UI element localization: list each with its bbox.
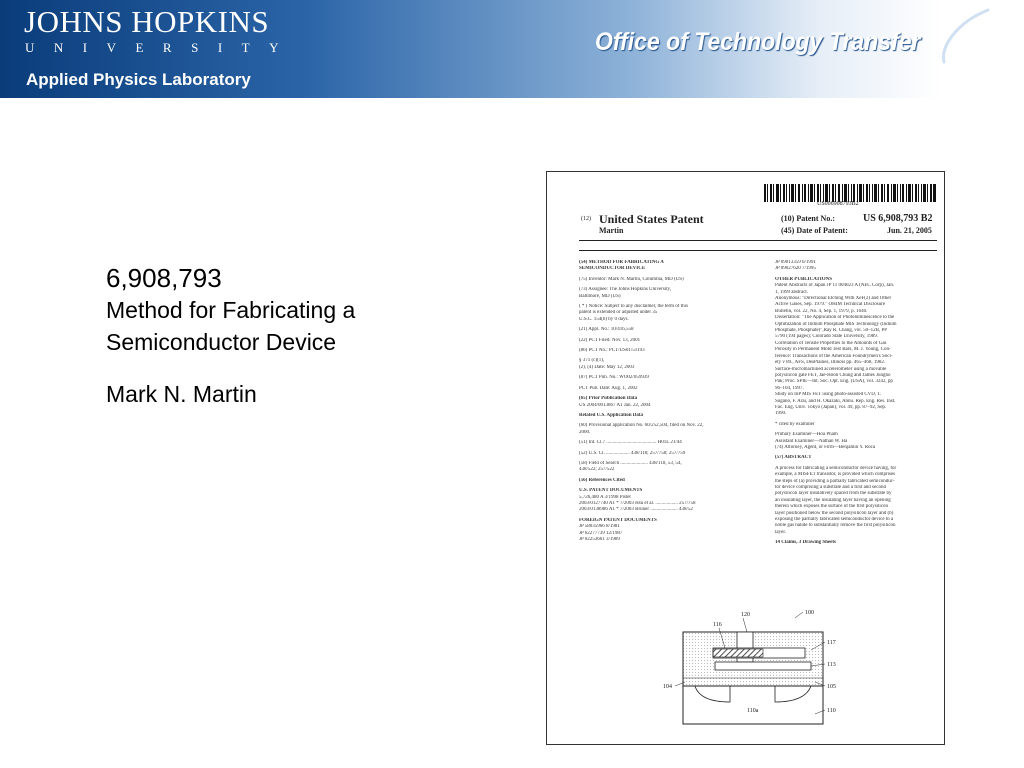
patent-text-line: U.S. PATENT DOCUMENTS (579, 488, 643, 494)
patent-text-line: A process for fabricating a semiconductor device having, for (775, 465, 897, 471)
patent-text-line: 1, 1999 abstract. (775, 289, 809, 295)
patent-text-line: (2), (4) Date: May 12, 2003 (579, 364, 635, 370)
patent-text-line: tor device comprising a substrate and a first and second (775, 485, 886, 490)
patent-text-line: Sugano, F. Arai, and H. Okazaki, Annu. Rep. Eng. Res. Inst. (775, 398, 896, 404)
patent-text-line: 96–104, 1997. (775, 385, 804, 391)
patent-text-line: polysilicon layer insulatively spaced from the substrate by (775, 491, 892, 497)
patent-text-line: (86) PCT No.: PCT/US01/51193 (579, 348, 645, 354)
university-name: JOHNS HOPKINS (24, 4, 270, 39)
patent-text-line: Primary Examiner—Hoa Pham (775, 432, 838, 438)
fig-label-120: 120 (741, 612, 750, 618)
patent-text-line: layer positioned below the second polysilicon layer and (b) (775, 510, 894, 516)
patent-text-line: * cited by examiner (775, 421, 815, 427)
patent-text-line: (65) Prior Publication Data (579, 396, 638, 402)
patent-text-line: FOREIGN PATENT DOCUMENTS (579, 517, 657, 523)
patent-text-line: Dissertation: "The Application of Photoluminescence to the (775, 315, 895, 321)
header-rule-2 (579, 250, 937, 251)
patent-figure-drawing (655, 602, 845, 732)
barcode-icon (764, 184, 936, 202)
office-title: Office of Technology Transfer (595, 28, 921, 56)
patent-text-line: Surface-micromachined accelerometer using a movable (775, 366, 887, 372)
inventor-name: Mark N. Martin (106, 381, 257, 407)
date-label: (45) Date of Patent: (781, 226, 848, 235)
patent-text-line: Active Gases, Sep. 1979." OHIM Technical Disclosure (775, 302, 886, 308)
patent-text-line: (56) References Cited (579, 477, 625, 483)
patent-text-line: PCT Pub. Date: Aug. 1, 2002 (579, 385, 638, 391)
patent-text-line: 14 Claims, 3 Drawing Sheets (775, 540, 836, 546)
patent-text-line: 2000. (579, 429, 591, 435)
patent-text-line: Phosphate, Phosphate)",Ray R. Chang, vol. 50–12B, PP (775, 328, 888, 334)
patent-text-line: JP 02253661 3/1989 (579, 537, 620, 542)
patent-text-line: § 371 (c)(1), (579, 358, 605, 364)
country-code: (12) (581, 216, 591, 222)
fig-label-117: 117 (827, 640, 836, 646)
slide-text-block (106, 262, 486, 410)
fig-label-110a: 110a (747, 708, 759, 714)
patent-text-line: the steps of (a) providing a partially fabricated semiconduc- (775, 478, 895, 484)
patent-doc-inventor: Martin (599, 226, 624, 235)
patent-front-page (546, 171, 945, 745)
patent-text-line: (73) Assignee: The Johns Hopkins University, (579, 287, 672, 293)
fig-label-113: 113 (827, 662, 836, 668)
patent-text-line: Anonymous: "Directional Etching With XeF(2) and Other (775, 296, 892, 302)
patent-text-line: SEMICONDUCTOR DEVICE (579, 266, 646, 272)
patent-title: Method for Fabricating a Semiconductor Device (106, 297, 356, 355)
patent-text-line: ( * ) Notice: Subject to any disclaimer, the term of this (579, 304, 688, 310)
patent-text-line: 5,726,480 A 3/1998 Pister (579, 494, 632, 500)
patent-text-line: (60) Provisional application No. 60/252,504, filed on Nov. 22, (579, 423, 704, 429)
patent-text-line: (51) Int. Cl.7 ........................................ H01L 21/44 (579, 440, 682, 446)
patent-text-line: 5790 (194 pages); Colorado State University, 1989. (775, 334, 878, 340)
patent-text-line: (58) Field of Search ...................... 438/118, 53, 54, (579, 460, 682, 466)
patent-text-line: Bulletin, vol. 22, No. 4, Sep. 1, 1979, p. 1640. (775, 308, 868, 314)
patent-text-line: (21) Appl. No.: 10/416,558 (579, 327, 634, 333)
patent-text-line: JP 58035966 8/1981 (579, 524, 620, 530)
patent-text-line: Study on InP MIS FET using photo-assisted CVD, T. (775, 392, 882, 398)
patent-no-label: (10) Patent No.: (781, 214, 835, 223)
patent-text-line: ety v 89., AFS, DesPlaines, Illinois pp. 465–468, 1982. (775, 360, 886, 366)
patent-text-line: Pak; Proc. SPIE—Int. Soc. Opt. Eng. (USA), vol. 3242, pp (775, 379, 893, 385)
patent-text-line: example, a MISFET transistor, is provided which comprises (775, 472, 896, 478)
patent-text-line: Assistant Examiner—Nathan W. Ha (775, 438, 848, 444)
fig-label-116: 116 (713, 622, 722, 628)
patent-text-line: noble gas halide to substantially remove the first polysilicon (775, 523, 896, 529)
patent-text-line: 438/522; 257/522 (579, 467, 615, 473)
patent-text-line: (74) Attorney, Agent, or Firm—Benjamin Y. Roca (775, 444, 876, 450)
patent-text-line: Fac. Eng. Univ. Tokyo (Japan), vol. 49, pp. 87–92, Sep. (775, 404, 887, 410)
patent-no-value: US 6,908,793 B2 (863, 213, 933, 224)
patent-text-line: OTHER PUBLICATIONS (775, 276, 833, 282)
patent-text-line: (87) PCT Pub. No.: WO02/059939 (579, 375, 649, 381)
patent-text-line: exposing the partially fabricated semiconductor device to a (775, 517, 894, 523)
barcode-number: US006908793B2 (817, 201, 859, 207)
patent-left-column (579, 260, 769, 543)
patent-text-line: therein which exposes the surface of the first polysilicon (775, 504, 889, 510)
lab-name: Applied Physics Laboratory (26, 70, 251, 89)
patent-text-line: 2003/0138986 A1 * 7/2003 Bruner ...................... 438/52 (579, 507, 693, 513)
ott-swoosh-logo-icon (936, 6, 1022, 92)
patent-text-line: polysilicon gate FET, Jae-Hoon Chung and James Jungho (775, 372, 891, 378)
patent-text-line: Porosity in Permanent Mold Test Bars, M. J. Young, Con- (775, 347, 891, 353)
patent-text-line: (75) Inventor: Mark N. Martin, Columbia, MD (US) (579, 276, 684, 282)
patent-text-line: Patent Abstracts of Japan JP 11 004023 A (NEC Corp), Jan. (775, 283, 895, 289)
patent-text-line: JP 62277739 12/1987 (579, 530, 623, 536)
patent-text-line: layer. (775, 529, 786, 535)
date-value: Jun. 21, 2005 (887, 226, 932, 235)
patent-text-line: JP 09013359 6/1991 (775, 260, 816, 265)
patent-text-line: U.S.C. 154(b) by 0 days. (579, 316, 629, 322)
patent-text-line: 2003/0127740 A1 * 7/2003 Hsu et al. .................. 257/758 (579, 500, 696, 506)
header-rule (579, 240, 937, 241)
fig-label-110: 110 (827, 708, 836, 714)
patent-doc-title: United States Patent (599, 212, 704, 226)
patent-text-line: Related U.S. Application Data (579, 412, 644, 418)
patent-text-line: Correlation of Tensile Properties to the Amounts of Gas (775, 340, 887, 346)
fig-label-104: 104 (663, 684, 672, 690)
header-banner (0, 0, 1024, 98)
patent-number: 6,908,793 (106, 263, 222, 293)
patent-text-line: Baltimore, MD (US) (579, 293, 621, 299)
patent-text-line: (52) U.S. Cl. ................... 438/118; 257/758; 257/759 (579, 450, 686, 456)
patent-text-line: (22) PCT Filed: Nov. 13, 2001 (579, 337, 641, 343)
patent-text-line: an insulating layer, the insulating layer having an opening (775, 497, 891, 503)
patent-text-line: 1990. (775, 411, 787, 417)
patent-text-line: ference: Transactions of the American Foundrymen's Soci- (775, 353, 893, 359)
patent-text-line: (57) ABSTRACT (775, 455, 812, 461)
patent-text-line: JP 09027620 7/1995 (775, 266, 816, 272)
patent-text-line: Optimization of Indium Phosphate MIS Technology (Indium (775, 321, 897, 327)
patent-text-line: (54) METHOD FOR FABRICATING A (579, 260, 664, 265)
patent-right-column (775, 260, 937, 547)
patent-text-line: patent is extended or adjusted under 35 (579, 310, 658, 316)
university-word: UNIVERSITY (25, 40, 298, 55)
patent-text-line: US 2004/0013867 A1 Jan. 22, 2004 (579, 402, 651, 408)
fig-label-105: 105 (827, 684, 836, 690)
fig-label-100: 100 (805, 610, 814, 616)
